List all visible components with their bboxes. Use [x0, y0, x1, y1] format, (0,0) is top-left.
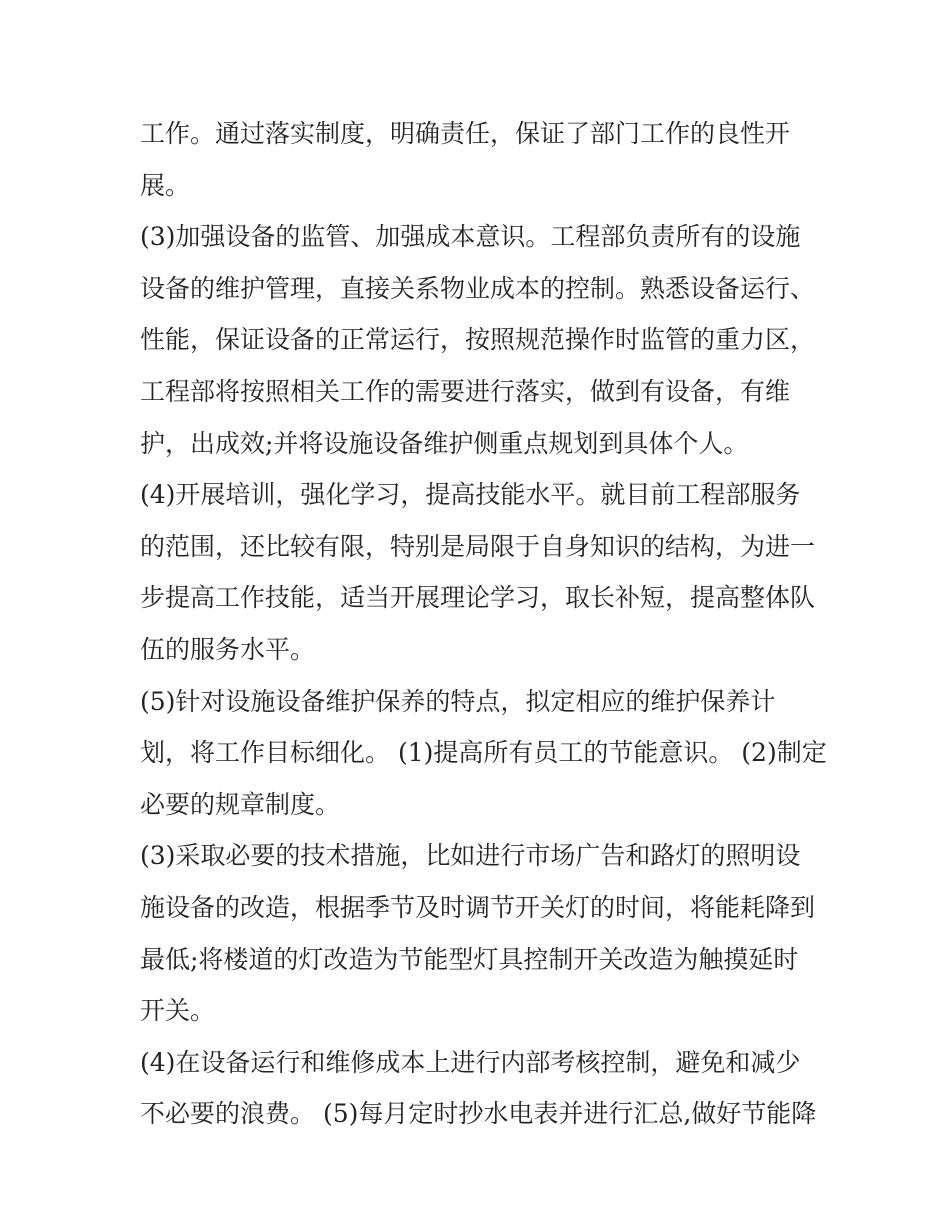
text-line: 开关。	[140, 996, 216, 1026]
text-line: 不必要的浪费。 (5)每月定时抄水电表并进行汇总,做好节能降	[140, 1099, 817, 1129]
text-line: 伍的服务水平。	[140, 634, 316, 664]
text-line: 最低;将楼道的灯改造为节能型灯具控制开关改造为触摸延时	[140, 944, 799, 974]
text-line: 施设备的改造，根据季节及时调节开关灯的时间，将能耗降到	[140, 892, 816, 922]
text-line: 划，将工作目标细化。 (1)提高所有员工的节能意识。 (2)制定	[140, 738, 827, 768]
text-line: (3)采取必要的技术措施，比如进行市场广告和路灯的照明设	[140, 841, 801, 871]
text-line: 的范围，还比较有限，特别是局限于自身知识的结构，为进一	[140, 531, 816, 561]
text-line: (4)在设备运行和维修成本上进行内部考核控制，避免和减少	[140, 1047, 801, 1077]
text-line: 展。	[140, 170, 191, 200]
text-line: 工作。通过落实制度，明确责任，保证了部门工作的良性开	[140, 119, 791, 148]
document-body	[140, 108, 827, 1140]
text-line: (3)加强设备的监管、加强成本意识。工程部负责所有的设施	[140, 222, 801, 252]
text-line: (5)针对设施设备维护保养的特点，拟定相应的维护保养计	[140, 686, 776, 716]
text-line: (4)开展培训，强化学习，提高技能水平。就目前工程部服务	[140, 480, 801, 510]
text-line: 护，出成效;并将设施设备维护侧重点规划到具体个人。	[140, 428, 749, 458]
text-line: 设备的维护管理，直接关系物业成本的控制。熟悉设备运行、	[140, 273, 816, 303]
text-line: 工程部将按照相关工作的需要进行落实，做到有设备，有维	[140, 376, 791, 406]
text-line: 性能，保证设备的正常运行，按照规范操作时监管的重力区，	[140, 325, 816, 355]
text-line: 步提高工作技能，适当开展理论学习，取长补短，提高整体队	[140, 583, 816, 613]
text-line: 必要的规章制度。	[140, 789, 341, 819]
